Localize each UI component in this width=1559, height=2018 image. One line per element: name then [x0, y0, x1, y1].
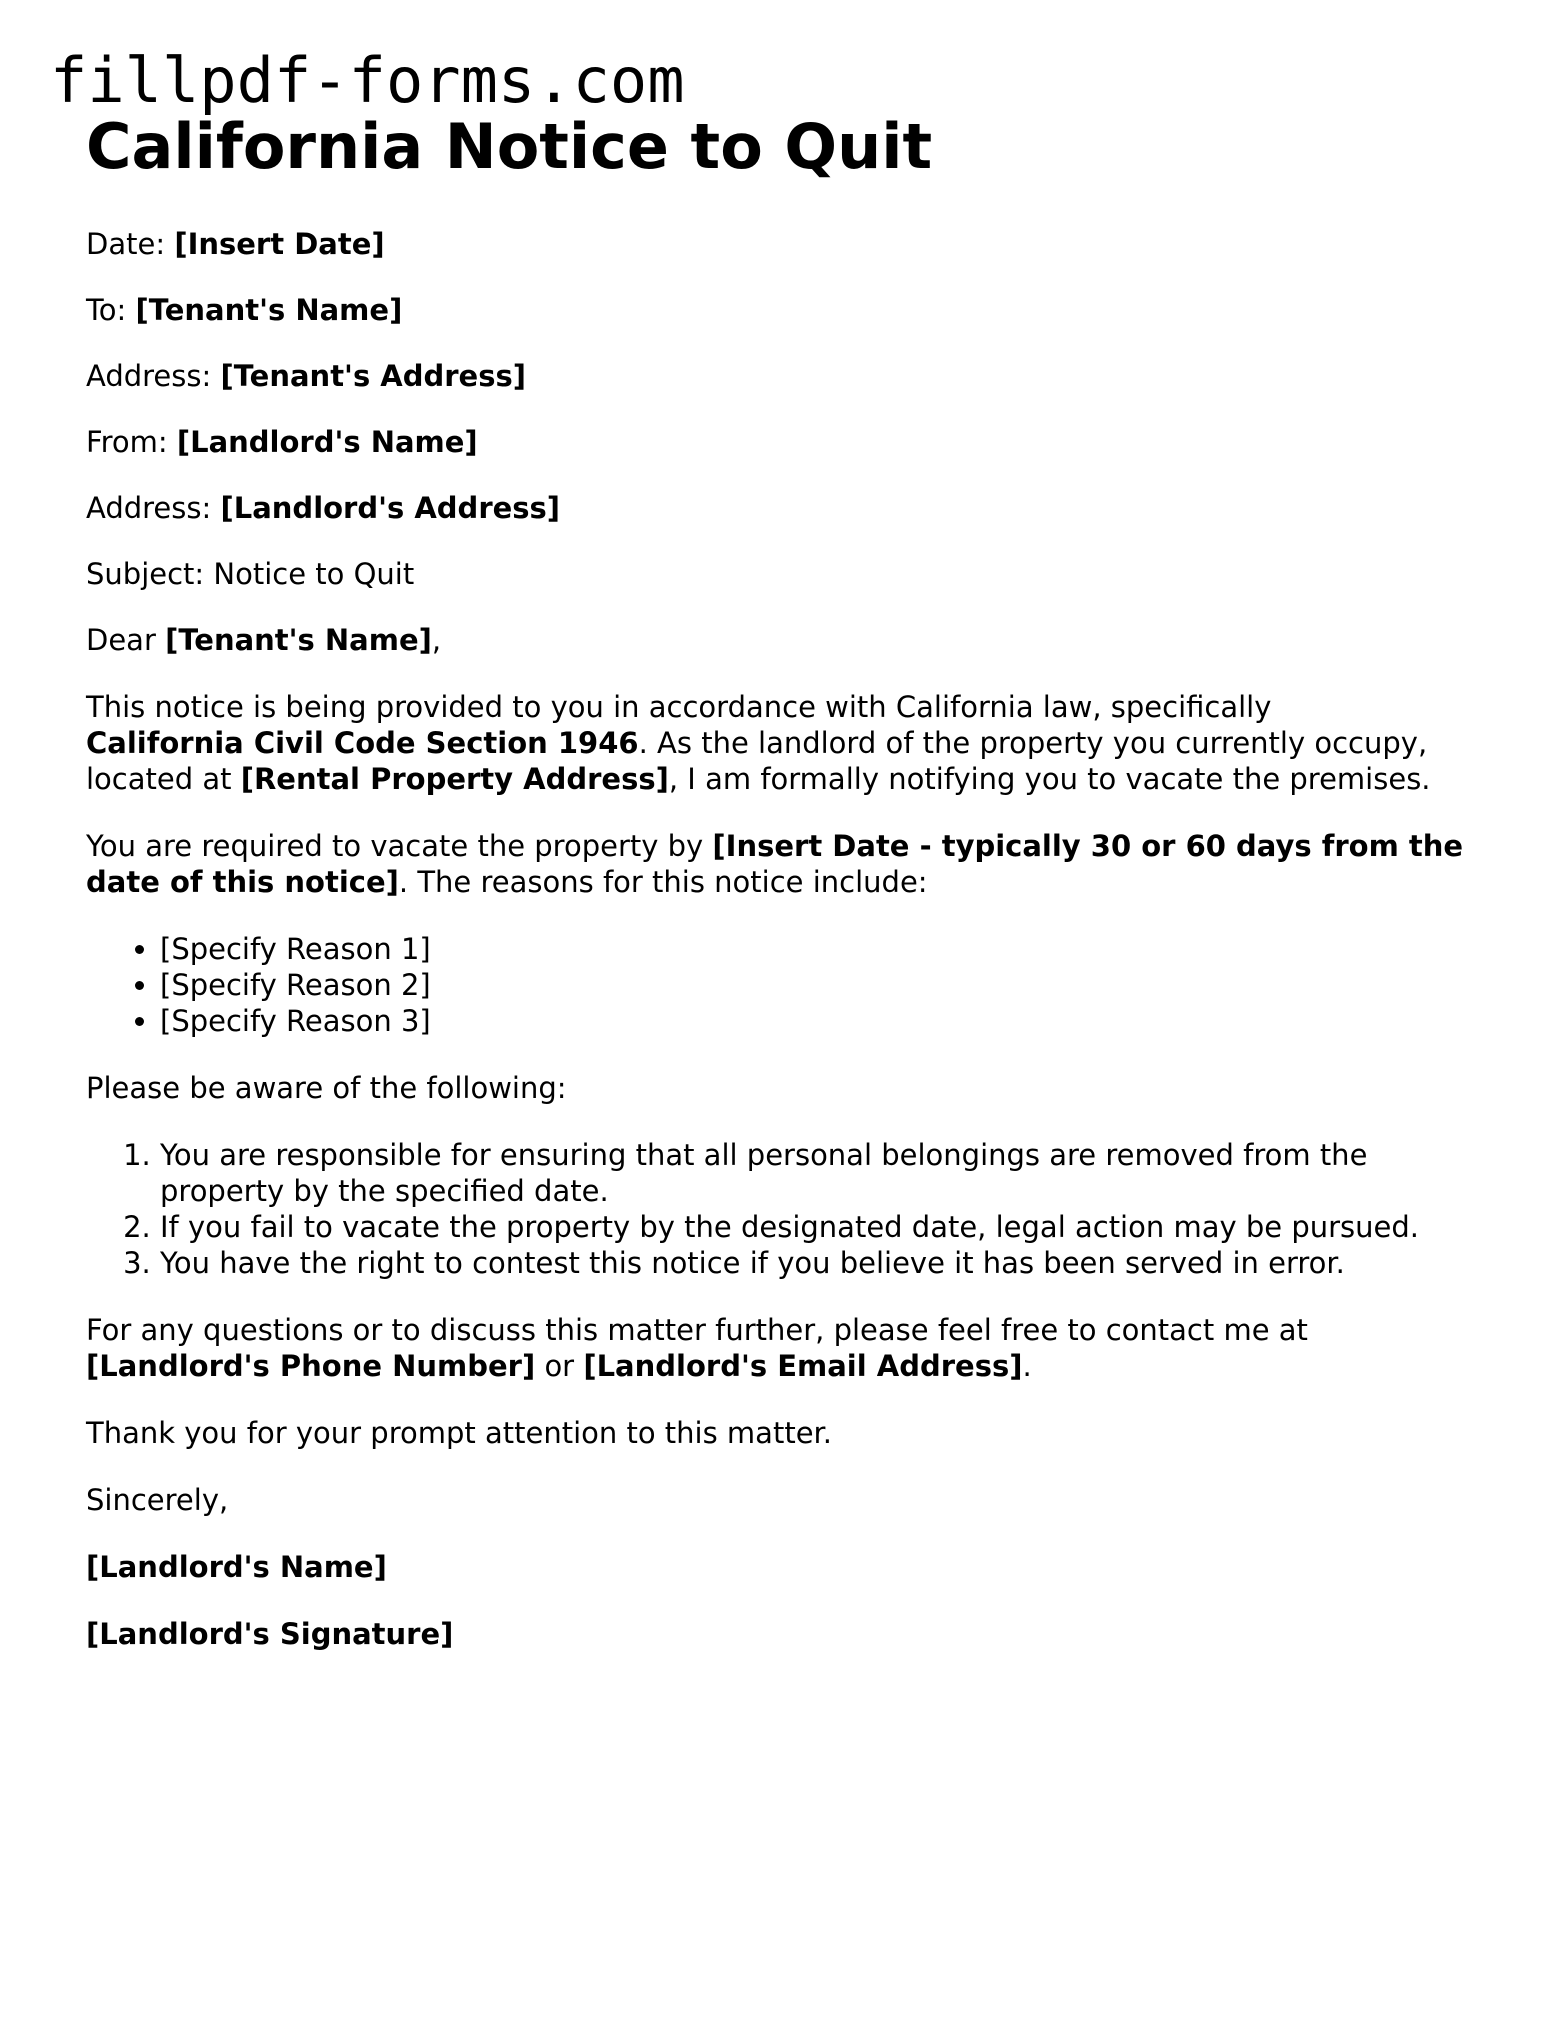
greeting-name: [Tenant's Name]: [165, 623, 432, 657]
greeting: [86, 622, 1486, 658]
legal-basis-text-1: This notice is being provided to you in accordance with California law, specifically: [86, 690, 1272, 724]
aware-item: 1. You are responsible for ensuring that all personal belongings are removed from the property by the specified date.: [160, 1137, 1486, 1209]
landlord-address-line: [86, 490, 1486, 526]
legal-basis-text-3: , I am formally notifying you to vacate the premises.: [668, 762, 1431, 796]
from-line: [86, 424, 1486, 460]
landlord-address-label: Address:: [86, 491, 212, 525]
signoff-name: [86, 1549, 1486, 1585]
landlord-email: [Landlord's Email Address]: [583, 1349, 1023, 1383]
reason-item: • [Specify Reason 1]: [160, 931, 1486, 967]
greeting-suffix: ,: [431, 623, 442, 657]
notice-document: [86, 108, 1486, 1652]
reasons-list: [86, 931, 1486, 1039]
greeting-prefix: Dear: [86, 623, 156, 657]
from-label: From:: [86, 425, 168, 459]
vacate-text-2: . The reasons for this notice include:: [398, 865, 928, 899]
tenant-address-line: [86, 358, 1486, 394]
aware-item: 3. You have the right to contest this notice if you believe it has been served in error.: [160, 1245, 1486, 1281]
tenant-address-value: [Tenant's Address]: [220, 359, 527, 393]
to-line: [86, 292, 1486, 328]
date-line: [86, 226, 1486, 262]
landlord-phone: [Landlord's Phone Number]: [86, 1349, 536, 1383]
vacate-date: [Insert Date - typically 30 or 60 days from the date of this notice]: [86, 829, 1464, 899]
legal-basis-paragraph: [86, 689, 1486, 797]
aware-item: 2. If you fail to vacate the property by the designated date, legal action may be pursued.: [160, 1209, 1486, 1245]
rental-property-address: [Rental Property Address]: [240, 762, 669, 796]
date-value: [Insert Date]: [174, 227, 385, 261]
vacate-text-1: You are required to vacate the property by: [86, 829, 704, 863]
to-value: [Tenant's Name]: [135, 293, 403, 327]
site-watermark: fillpdf-forms.com: [50, 44, 685, 117]
signoff-signature-value: [Landlord's Signature]: [86, 1617, 454, 1651]
contact-paragraph: [86, 1312, 1486, 1384]
date-label: Date:: [86, 227, 166, 261]
contact-or: or: [544, 1349, 575, 1383]
contact-text: For any questions or to discuss this matter further, please feel free to contact me at: [86, 1313, 1308, 1347]
reason-item: • [Specify Reason 2]: [160, 967, 1486, 1003]
aware-intro: Please be aware of the following:: [86, 1071, 567, 1105]
closing-line: Sincerely,: [86, 1483, 229, 1517]
document-title: California Notice to Quit: [86, 110, 933, 183]
landlord-address-value: [Landlord's Address]: [220, 491, 561, 525]
legal-basis-text-2: . As the landlord of the property you currently occupy, located at: [86, 726, 1428, 796]
tenant-address-label: Address:: [86, 359, 212, 393]
vacate-paragraph: [86, 828, 1486, 900]
contact-period: .: [1022, 1349, 1032, 1383]
reason-item: • [Specify Reason 3]: [160, 1003, 1486, 1039]
subject-line: Subject: Notice to Quit: [86, 557, 415, 591]
to-label: To:: [86, 293, 127, 327]
signoff-signature: [86, 1616, 1486, 1652]
from-value: [Landlord's Name]: [176, 425, 478, 459]
thanks-line: Thank you for your prompt attention to this matter.: [86, 1416, 833, 1450]
civil-code-reference: California Civil Code Section 1946: [86, 726, 639, 760]
aware-list: [86, 1137, 1486, 1281]
signoff-name-value: [Landlord's Name]: [86, 1550, 387, 1584]
